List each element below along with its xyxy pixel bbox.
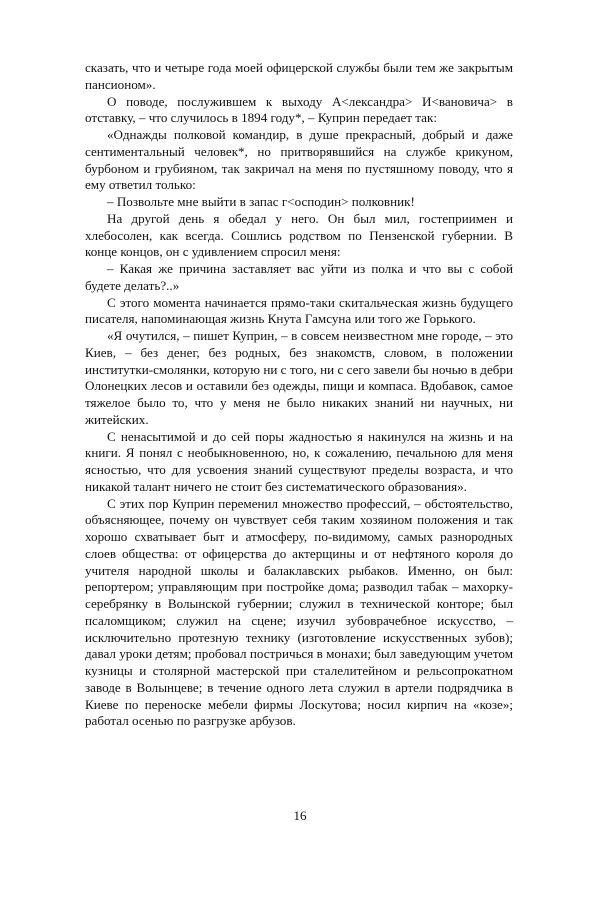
body-text-block	[85, 60, 513, 730]
paragraph-speech: – Позвольте мне выйти в запас г<осподин> полковник!	[107, 194, 415, 209]
paragraph-speech: – Какая же причина заставляет вас уйти из полка и что вы с собой будете делать?..»	[85, 261, 513, 293]
page-number: 16	[293, 808, 307, 823]
paragraph-quote: «Я очутился, – пишет Куприн, – в совсем неизвестном мне городе, – это Киев, – без денег, без родных, без знакомств, словом, в положении институтки-смолянки, которую ни с того, ни с сего завели бы ночью в дебри Олонецких лесов и оставили без одежды, пищи и компаса. Вдобавок, самое тяжелое было то, что у меня не было никаких знаний ни научных, ни житейских.	[85, 328, 513, 427]
paragraph-continuation: сказать, что и четыре года моей офицерской службы были тем же закрытым пансионом».	[85, 60, 513, 92]
paragraph-body: С этих пор Куприн переменил множество профессий, – обстоятельство, объясняющее, почему он чувствует себя таким хозяином положения и так хорошо схватывает быт и атмосферу, по-видимому, самых разнородных слоев общества: от офицерства до актерщины и от нефтяного короля до учителя народной школы и балаклавских рыбаков. Именно, он был: репортером; управляющим при постройке дома; разводил табак – махорку-серебрянку в Волынской губернии; служил в технической конторе; был псаломщиком; служил на сцене; изучил зубоврачебное искусство, – исключительно протезную технику (изготовление искусственных зубов); давал уроки детям; пробовал постричься в монахи; был заведующим учетом кузницы и столярной мастерской при сталелитейном и рельсопрокатном заводе в Волынцеве; в течение одного лета служил в артели подрядчика в Киеве по переноске мебели фирмы Лоскутова; носил кирпич на «козе»; работал осенью по разгрузке арбузов.	[85, 495, 513, 729]
paragraph-body: С этого момента начинается прямо-таки скитальческая жизнь будущего писателя, напоминающая жизнь Кнута Гамсуна или того же Горького.	[85, 294, 513, 327]
paragraph-body: На другой день я обедал у него. Он был мил, гостеприимен и хлебосолен, как всегда. Сошлись родством по Пензенской губернии. В конце концов, он с удивлением спросил меня:	[85, 210, 513, 260]
paragraph-body: О поводе, послужившем к выходу А<лександра> И<вановича> в отставку, – что случилось в 1894 году*, – Куприн передает так:	[85, 93, 513, 126]
paragraph-quote: «Однажды полковой командир, в душе прекрасный, добрый и даже сентиментальный человек*, но притворявшийся на службе крикуном, бурбоном и грубияном, так закричал на меня по пустяшному поводу, что я ему ответил только:	[85, 127, 513, 193]
paragraph-quote: С ненасытимой и до сей поры жадностью я накинулся на жизнь и на книги. Я понял с необыкновенною, но, к сожалению, печальною для меня ясностью, что для усвоения знаний существуют пределы возраста, и что никакой талант ничего не стоит без систематического образования».	[85, 428, 513, 494]
